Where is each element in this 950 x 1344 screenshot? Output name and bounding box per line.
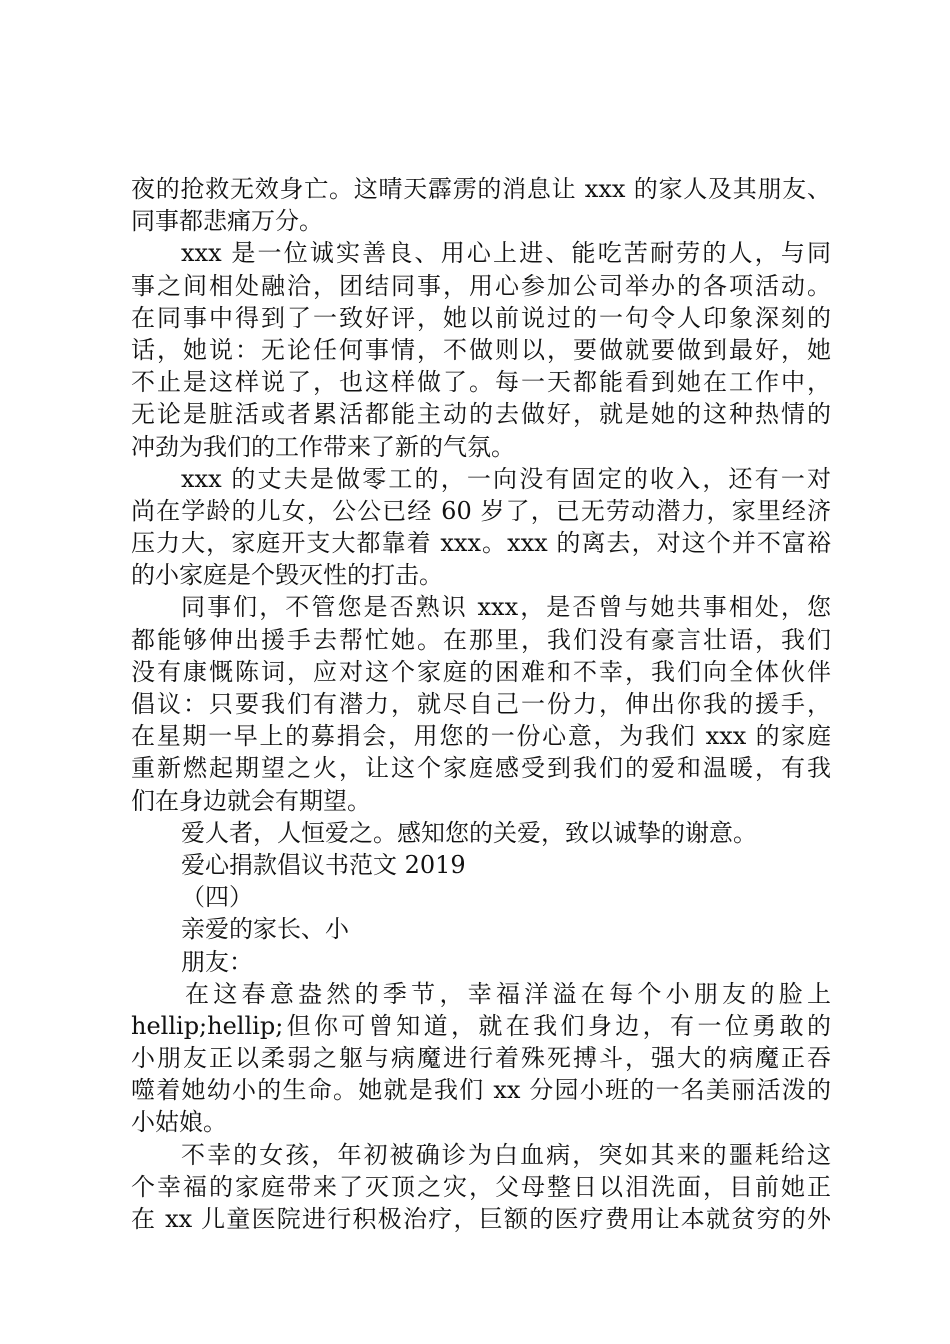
salutation: 亲爱的家长、小 <box>181 915 349 944</box>
section-title: 爱心捐款倡议书范文 2019 <box>181 850 466 879</box>
closing-line: 爱人者，人恒爱之。感知您的关爱，致以诚挚的谢意。 <box>181 818 757 847</box>
text-line: 倡议：只要我们有潜力，就尽自己一份力，伸出你我的援手， <box>131 690 831 718</box>
text-line: 们在身边就会有期望。 <box>131 786 371 815</box>
salutation-continued: 朋友： <box>181 947 253 976</box>
text-line: 重新燃起期望之火，让这个家庭感受到我们的爱和温暖，有我 <box>131 754 831 783</box>
text-line: 话，她说：无论任何事情，不做则以，要做就要做到最好，她 <box>131 335 831 364</box>
text-line: 在星期一早上的募捐会，用您的一份心意，为我们 xxx 的家庭 <box>131 722 831 751</box>
text-line: 同事都悲痛万分。 <box>131 207 323 236</box>
text-line: hellip;hellip;但你可曾知道，就在我们身边，有一位勇敢的 <box>131 1011 831 1040</box>
text-line: 的小家庭是个毁灭性的打击。 <box>131 561 443 590</box>
text-line: 没有康慨陈词，应对这个家庭的困难和不幸，我们向全体伙伴 <box>131 657 831 686</box>
text-line: 都能够伸出援手去帮忙她。在那里，我们没有豪言壮语，我们 <box>131 625 831 654</box>
text-line: 压力大，家庭开支大都靠着 xxx。xxx 的离去，对这个并不富裕 <box>131 529 831 558</box>
section-number: （四） <box>181 883 253 912</box>
text-line: 无论是脏活或者累活都能主动的去做好，就是她的这种热情的 <box>131 400 831 429</box>
text-line: 在这春意盎然的季节，幸福洋溢在每个小朋友的脸上 <box>185 979 831 1008</box>
text-line: 不止是这样说了，也这样做了。每一天都能看到她在工作中， <box>131 368 831 397</box>
text-line: 个幸福的家庭带来了灭顶之灾，父母整日以泪洗面，目前她正 <box>131 1172 831 1201</box>
text-line: 小朋友正以柔弱之躯与病魔进行着殊死搏斗，强大的病魔正吞 <box>131 1044 831 1073</box>
text-line: 小姑娘。 <box>131 1108 227 1137</box>
text-line: xxx 是一位诚实善良、用心上进、能吃苦耐劳的人，与同 <box>181 239 831 268</box>
text-line: 冲劲为我们的工作带来了新的气氛。 <box>131 432 515 461</box>
text-line: 在 xx 儿童医院进行积极治疗，巨额的医疗费用让本就贫穷的外 <box>131 1205 831 1233</box>
text-line: 事之间相处融洽，团结同事，用心参加公司举办的各项活动。 <box>131 271 831 300</box>
text-line: 夜的抢救无效身亡。这晴天霹雳的消息让 xxx 的家人及其朋友、 <box>131 175 831 203</box>
text-line: 噬着她幼小的生命。她就是我们 xx 分园小班的一名美丽活泼的 <box>131 1076 831 1105</box>
text-line: 尚在学龄的儿女，公公已经 60 岁了，已无劳动潜力，家里经济 <box>131 496 831 525</box>
document-body <box>131 173 831 1235</box>
text-line: 不幸的女孩，年初被确诊为白血病，突如其来的噩耗给这 <box>181 1140 831 1169</box>
text-line: 在同事中得到了一致好评，她以前说过的一句令人印象深刻的 <box>131 303 831 332</box>
text-line: xxx 的丈夫是做零工的，一向没有固定的收入，还有一对 <box>181 464 831 493</box>
text-line: 同事们，不管您是否熟识 xxx，是否曾与她共事相处，您 <box>181 593 831 622</box>
